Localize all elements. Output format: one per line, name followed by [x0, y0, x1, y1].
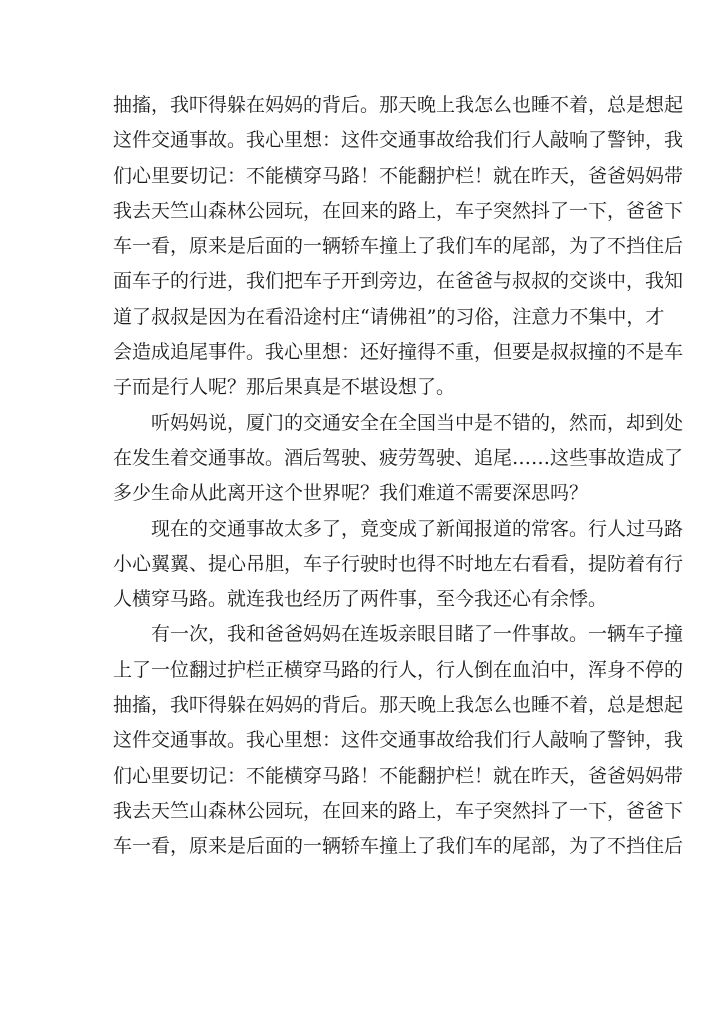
paragraph: [113, 617, 684, 864]
text-line: 有一次，我和爸爸妈妈在连坂亲眼目睹了一件事故。一辆车子撞: [151, 623, 684, 646]
text-line: 抽搐，我吓得躲在妈妈的背后。那天晚上我怎么也睡不着，总是想起: [113, 694, 684, 717]
text-line: 会造成追尾事件。我心里想：还好撞得不重，但要是叔叔撞的不是车: [113, 341, 684, 364]
text-line: 这件交通事故。我心里想：这件交通事故给我们行人敲响了警钟，我: [113, 729, 684, 752]
text-line: 上了一位翻过护栏正横穿马路的行人，行人倒在血泊中，浑身不停的: [113, 658, 684, 681]
text-line: 抽搐，我吓得躲在妈妈的背后。那天晚上我怎么也睡不着，总是想起: [113, 94, 684, 116]
text-line: 听妈妈说，厦门的交通安全在全国当中是不错的，然而，却到处: [151, 411, 684, 434]
text-line: 我去天竺山森林公园玩，在回来的路上，车子突然抖了一下，爸爸下: [113, 199, 684, 222]
text-line: 面车子的行进，我们把车子开到旁边，在爸爸与叔叔的交谈中，我知: [113, 270, 684, 293]
text-line: 道了叔叔是因为在看沿途村庄“请佛祖”的习俗，注意力不集中，才: [113, 305, 665, 328]
text-line: 们心里要切记：不能横穿马路！不能翻护栏！就在昨天，爸爸妈妈带: [113, 164, 684, 187]
text-line: 多少生命从此离开这个世界呢？我们难道不需要深思吗？: [113, 482, 589, 505]
text-line: 人横穿马路。就连我也经历了两件事，至今我还心有余悸。: [113, 588, 608, 611]
text-line: 在发生着交通事故。酒后驾驶、疲劳驾驶、追尾……这些事故造成了: [113, 446, 684, 469]
text-line: 子而是行人呢？那后果真是不堪设想了。: [113, 376, 456, 399]
paragraph: [113, 406, 684, 512]
text-line: 这件交通事故。我心里想：这件交通事故给我们行人敲响了警钟，我: [113, 129, 684, 152]
paragraph: [113, 512, 684, 618]
document-body: [113, 88, 684, 865]
paragraph: [113, 88, 684, 406]
text-line: 车一看，原来是后面的一辆轿车撞上了我们车的尾部，为了不挡住后: [113, 235, 684, 258]
text-line: 现在的交通事故太多了，竟变成了新闻报道的常客。行人过马路: [151, 517, 684, 540]
text-line: 小心翼翼、提心吊胆，车子行驶时也得不时地左右看看，提防着有行: [113, 552, 684, 575]
text-line: 们心里要切记：不能横穿马路！不能翻护栏！就在昨天，爸爸妈妈带: [113, 764, 684, 787]
text-line: 车一看，原来是后面的一辆轿车撞上了我们车的尾部，为了不挡住后: [113, 835, 684, 858]
text-line: 我去天竺山森林公园玩，在回来的路上，车子突然抖了一下，爸爸下: [113, 799, 684, 822]
